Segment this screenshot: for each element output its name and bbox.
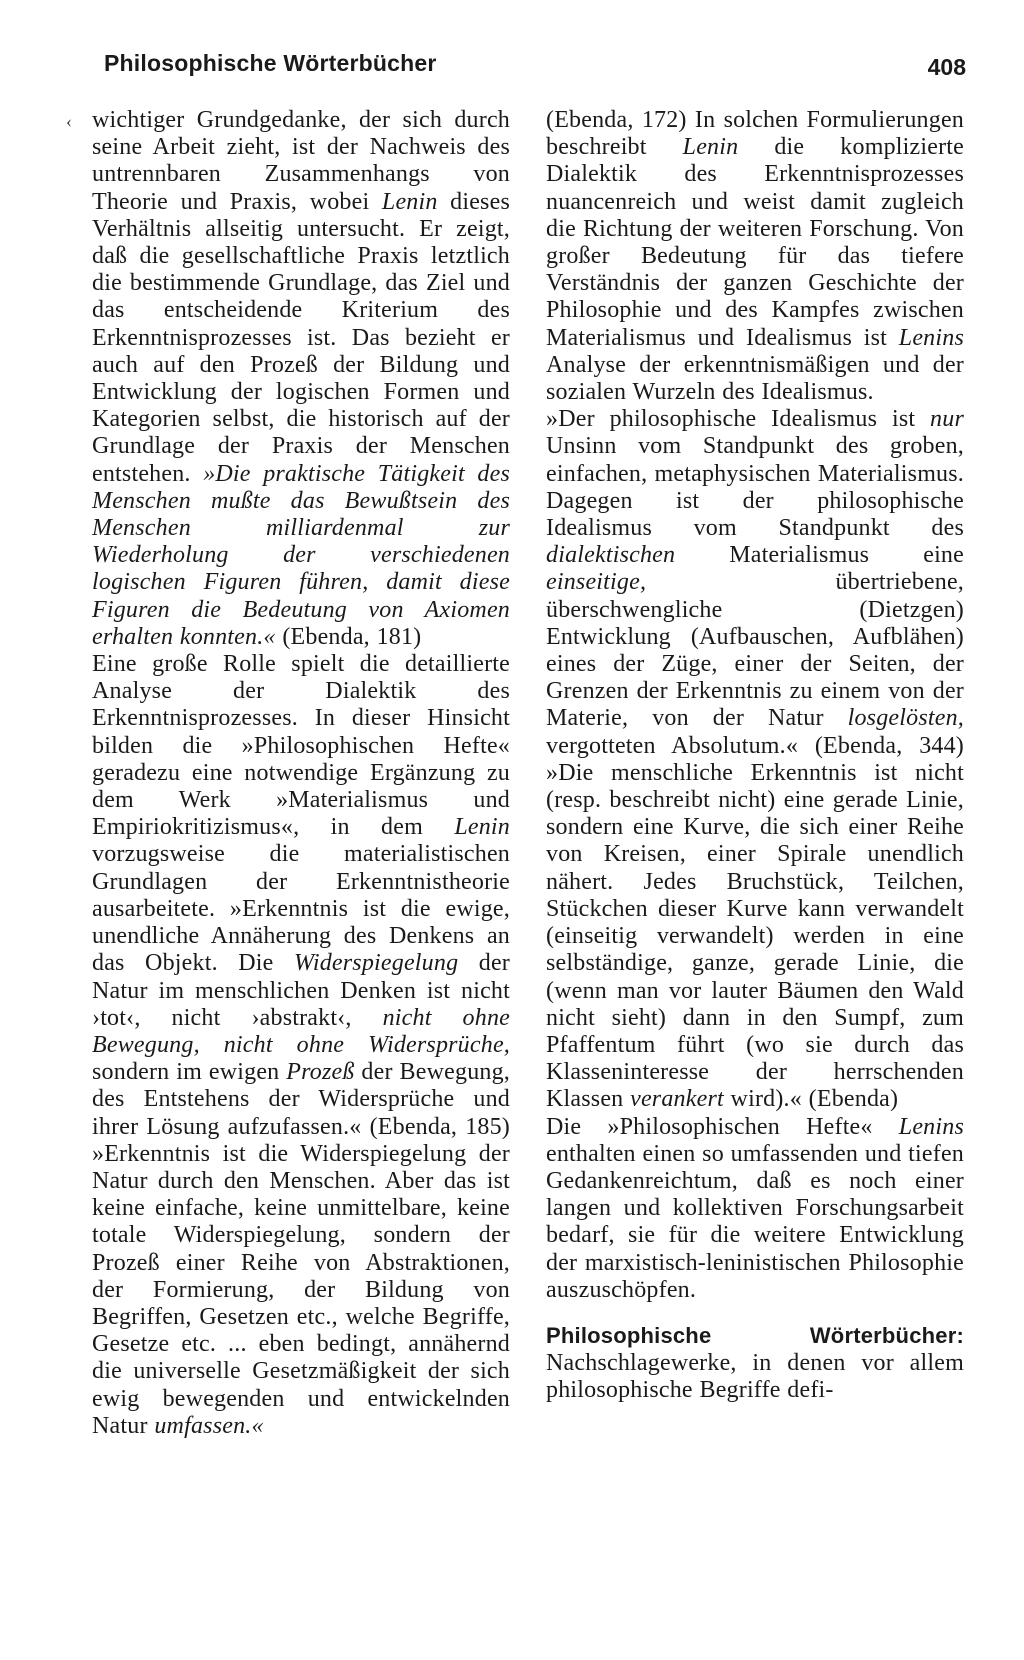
page-header (104, 50, 966, 82)
spacer (546, 1304, 964, 1322)
entry-heading: Philosophische Wörterbücher: (546, 1322, 964, 1348)
paragraph: (Ebenda, 172) In solchen Formulierungen beschreibt Lenin die komplizierte Dialektik des Erkenntnisprozesses nuancenreich und weist damit zugleich die Richtung der weiteren Forschung. Von großer Bedeutung für das tiefere Verständnis der ganzen Geschichte der Philosophie und des Kampfes zwischen Materialismus und Idealismus ist Lenins Analyse der erkenntnismäßigen und der sozialen Wurzeln des Idealismus. (546, 107, 964, 406)
page-number: 408 (927, 54, 966, 80)
margin-tick-mark: ‹ (66, 111, 72, 131)
right-column (546, 107, 964, 1405)
paragraph: wichtiger Grundgedanke, der sich durch seine Arbeit zieht, ist der Nachweis des untrennbaren Zusammenhangs von Theorie und Praxis, wobei Lenin dieses Verhältnis allseitig untersucht. Er zeigt, daß die gesellschaftliche Praxis letztlich die bestimmende Grundlage, das Ziel und das entscheidende Kriterium des Erkenntnisprozesses ist. Das bezieht er auch auf den Prozeß der Bildung und Entwicklung der logischen Formen und Kategorien selbst, die historisch auf der Grundlage der Praxis der Menschen entstehen. »Die praktische Tätigkeit des Menschen mußte das Bewußtsein des Menschen milliardenmal zur Wiederholung der verschiedenen logischen Figuren führen, damit diese Figuren die Bedeutung von Axiomen erhalten konnten.« (Ebenda, 181) (92, 107, 510, 650)
paragraph: Die »Philosophischen Hefte« Lenins enthalten einen so umfassenden und tiefen Gedankenreichtum, daß es noch einer langen und kollektiven Forschungsarbeit bedarf, sie für die weitere Entwicklung der marxistisch-leninistischen Philosophie auszuschöpfen. (546, 1113, 964, 1303)
paragraph: Eine große Rolle spielt die detaillierte Analyse der Dialektik des Erkenntnisprozesses. In dieser Hinsicht bilden die »Philosophischen Hefte« geradezu eine notwendige Ergänzung zu dem Werk »Materialismus und Empiriokritizismus«, in dem Lenin vorzugsweise die materialistischen Grundlagen der Erkenntnistheorie ausarbeitete. »Erkenntnis ist die ewige, unendliche Annäherung des Denkens an das Objekt. Die Widerspiegelung der Natur im menschlichen Denken ist nicht ›tot‹, nicht ›abstrakt‹, nicht ohne Bewegung, nicht ohne Widersprüche, sondern im ewigen Prozeß der Bewegung, des Entstehens der Widersprüche und ihrer Lösung aufzufassen.« (Ebenda, 185) »Erkenntnis ist die Widerspiegelung der Natur durch den Menschen. Aber das ist keine einfache, keine unmittelbare, keine totale Widerspiegelung, sondern der Prozeß einer Reihe von Abstraktionen, der Formierung, der Bildung von Begriffen, Gesetzen etc., welche Begriffe, Gesetze etc. ... eben bedingt, annähernd die universelle Gesetzmäßigkeit der sich ewig bewegenden und entwickelnden Natur umfassen.« (92, 651, 511, 1439)
running-head: Philosophische Wörterbücher (104, 50, 437, 76)
dictionary-entry (546, 1322, 964, 1405)
entry-text: Nachschlagewerke, in denen vor allem philosophische Begriffe defi- (546, 1350, 964, 1404)
paragraph: »Der philosophische Idealismus ist nur Unsinn vom Standpunkt des groben, einfachen, metaphysischen Materialismus. Dagegen ist der philosophische Idealismus vom Standpunkt des dialektischen Materialismus eine einseitige, übertriebene, überschwengliche (Dietzgen) Entwicklung (Aufbauschen, Aufblähen) eines der Züge, einer der Seiten, der Grenzen der Erkenntnis zu einem von der Materie, von der Natur losgelösten, vergotteten Absolutum.« (Ebenda, 344) »Die menschliche Erkenntnis ist nicht (resp. beschreibt nicht) eine gerade Linie, sondern eine Kurve, die sich einer Reihe von Kreisen, einer Spirale unendlich nähert. Jedes Bruchstück, Teilchen, Stückchen dieser Kurve kann verwandelt (einseitig verwandelt) werden in eine selbständige, ganze, gerade Linie, die (wenn man vor lauter Bäumen den Wald nicht sieht) dann in den Sumpf, zum Pfaffentum führt (wo sie durch das Klasseninteresse der herrschenden Klassen verankert wird).« (Ebenda) (546, 406, 964, 1113)
left-column (92, 107, 510, 1440)
